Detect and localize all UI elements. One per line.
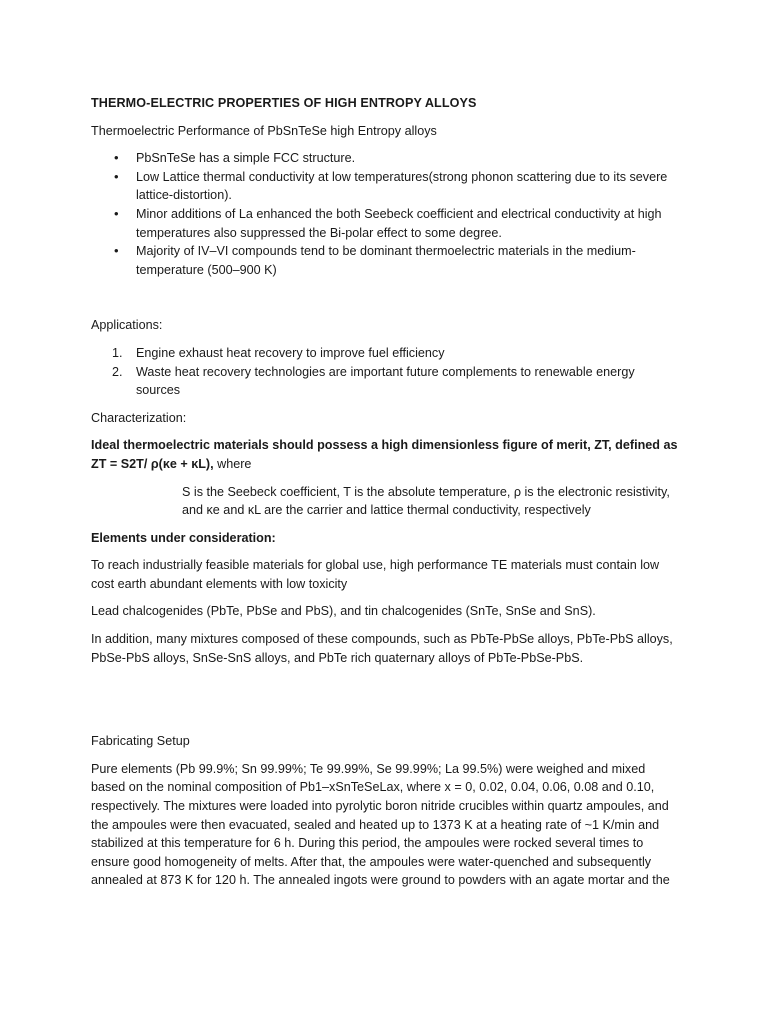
symbol-definitions: S is the Seebeck coefficient, T is the absolute temperature, ρ is the electronic resistivity, and κe and κL are the carrier and lattice thermal conductivity, respectively <box>182 484 670 518</box>
figure-of-merit-trailing: where <box>213 456 252 471</box>
elements-heading: Elements under consideration: <box>91 530 276 545</box>
applications-heading: Applications: <box>91 318 163 333</box>
bullet-item: • PbSnTeSe has a simple FCC structure. <box>91 149 681 168</box>
fabrication-paragraph: Pure elements (Pb 99.9%; Sn 99.99%; Te 99.99%, Se 99.99%; La 99.5%) were weighed and mixed based on the nominal composition of Pb1–xSnTeSeLax, where x = 0, 0.02, 0.04, 0.06, 0.08 and 0.10, respectively. The mixtures were loaded into pyrolytic boron nitride crucibles within quartz ampoules, and the ampoules were then evacuated, sealed and heated up to 1373 K at a heating rate of ~1 K/min and stabilized at this temperature for 6 h. During this period, the ampoules were rocked several times to ensure good homogeneity of melts. After that, the ampoules were water-quenched and subsequently annealed at 873 K for 120 h. The annealed ingots were ground to powders with an agate mortar and the <box>91 761 670 888</box>
figure-of-merit-paragraph <box>91 436 681 473</box>
mixtures-paragraph: In addition, many mixtures composed of these compounds, such as PbTe-PbSe alloys, PbTe-PbS alloys, PbSe-PbS alloys, SnSe-SnS alloys, and PbTe rich quaternary alloys of PbTe-PbSe-PbS. <box>91 632 673 665</box>
fabrication-heading: Fabricating Setup <box>91 734 190 749</box>
properties-bullet-list <box>91 149 681 279</box>
characterization-heading: Characterization: <box>91 410 187 425</box>
bullet-item: • Low Lattice thermal conductivity at low temperatures(strong phonon scattering due to its severe lattice-distortion). <box>91 168 681 205</box>
spacer <box>91 676 681 732</box>
numbered-item <box>91 344 681 363</box>
item-text: Engine exhaust heat recovery to improve fuel efficiency <box>136 345 445 360</box>
item-number: 2. <box>112 364 123 379</box>
document-title: THERMO-ELECTRIC PROPERTIES OF HIGH ENTROPY ALLOYS <box>91 96 477 110</box>
document-page <box>91 94 681 899</box>
applications-list <box>91 344 681 400</box>
bullet-item: • Majority of IV–VI compounds tend to be dominant thermoelectric materials in the medium-temperature (500–900 K) <box>91 242 681 279</box>
item-text: Waste heat recovery technologies are important future complements to renewable energy sources <box>136 364 635 398</box>
figure-of-merit-definition: Ideal thermoelectric materials should possess a high dimensionless figure of merit, ZT, defined as ZT = S2T/ ρ(κe + κL), <box>91 438 678 471</box>
section-subtitle: Thermoelectric Performance of PbSnTeSe high Entropy alloys <box>91 123 437 138</box>
bullet-item: • Minor additions of La enhanced the both Seebeck coefficient and electrical conductivity at high temperatures also suppressed the Bi-polar effect to some degree. <box>91 205 681 242</box>
elements-paragraph: To reach industrially feasible materials for global use, high performance TE materials must contain low cost earth abundant elements with low toxicity <box>91 558 660 591</box>
numbered-item <box>91 363 681 400</box>
item-number: 1. <box>112 345 123 360</box>
chalcogenides-paragraph: Lead chalcogenides (PbTe, PbSe and PbS), and tin chalcogenides (SnTe, SnSe and SnS). <box>91 604 596 619</box>
spacer <box>91 279 681 316</box>
